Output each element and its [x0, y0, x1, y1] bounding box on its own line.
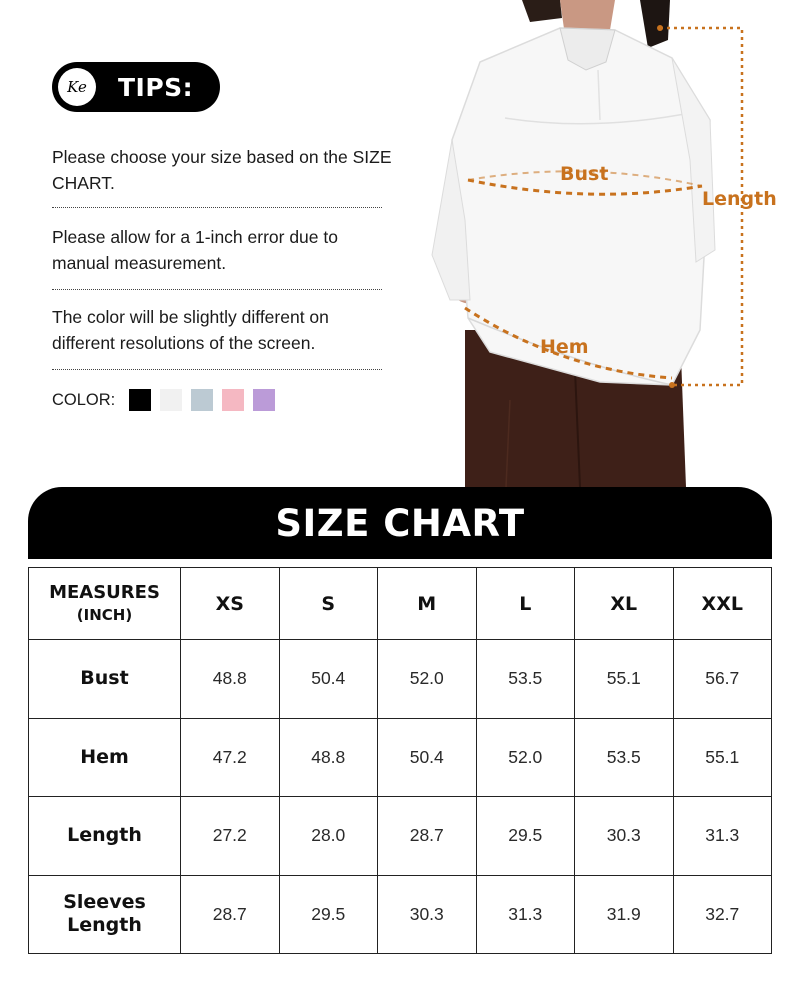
color-label: COLOR: [52, 390, 116, 409]
table-row-sleeves-length [29, 875, 772, 954]
table-cell: 48.8 [181, 640, 280, 719]
table-cell: 55.1 [575, 640, 674, 719]
tip-size-chart: Please choose your size based on the SIZE CHART. [52, 147, 392, 193]
logo-text: Ke [67, 78, 87, 96]
table-cell: 32.7 [673, 875, 772, 954]
table-header-row [29, 568, 772, 640]
brand-logo [58, 68, 96, 106]
table-cell: 28.7 [378, 797, 477, 876]
size-chart-title: SIZE CHART [275, 501, 525, 545]
table-cell: 31.9 [575, 875, 674, 954]
table-cell: 53.5 [476, 640, 575, 719]
table-cell: 53.5 [575, 718, 674, 797]
table-row-length [29, 797, 772, 876]
table-cell: 28.0 [279, 797, 378, 876]
table-cell: 30.3 [575, 797, 674, 876]
divider [52, 289, 382, 290]
table-cell: 31.3 [673, 797, 772, 876]
color-swatch-white[interactable] [160, 389, 182, 411]
size-chart-header [28, 487, 772, 559]
color-swatch-blue[interactable] [191, 389, 213, 411]
color-options [52, 388, 284, 412]
table-cell: 27.2 [181, 797, 280, 876]
divider [52, 207, 382, 208]
tips-heading: TIPS: [118, 72, 194, 102]
size-header-m: M [378, 568, 477, 640]
tip-measurement-error: Please allow for a 1-inch error due to manual measurement. [52, 227, 338, 273]
table-cell: 31.3 [476, 875, 575, 954]
size-header-s: S [279, 568, 378, 640]
measures-header [29, 568, 181, 640]
table-cell: 52.0 [476, 718, 575, 797]
table-cell: 29.5 [476, 797, 575, 876]
hem-label: Hem [540, 336, 589, 358]
size-header-xxl: XXL [673, 568, 772, 640]
size-header-xs: XS [181, 568, 280, 640]
table-cell: 56.7 [673, 640, 772, 719]
table-cell: 47.2 [181, 718, 280, 797]
table-row-hem [29, 718, 772, 797]
color-swatch-purple[interactable] [253, 389, 275, 411]
size-table [28, 567, 772, 954]
table-cell: 48.8 [279, 718, 378, 797]
row-label-length: Length [29, 797, 181, 876]
measures-header-unit: (INCH) [76, 605, 133, 624]
color-swatch-black[interactable] [129, 389, 151, 411]
size-header-l: L [476, 568, 575, 640]
row-label-line: Length [67, 914, 142, 937]
table-cell: 52.0 [378, 640, 477, 719]
measures-header-label: MEASURES [49, 581, 160, 603]
row-label-bust: Bust [29, 640, 181, 719]
table-cell: 29.5 [279, 875, 378, 954]
table-cell: 50.4 [279, 640, 378, 719]
size-header-xl: XL [575, 568, 674, 640]
bust-label: Bust [560, 163, 609, 185]
length-label: Length [702, 188, 777, 210]
model-illustration [410, 0, 800, 487]
tips-badge [52, 62, 220, 112]
row-label-hem: Hem [29, 718, 181, 797]
table-cell: 50.4 [378, 718, 477, 797]
row-label-sleeves-length [29, 875, 181, 954]
table-cell: 28.7 [181, 875, 280, 954]
row-label-line: Sleeves [63, 891, 146, 914]
tip-color-difference: The color will be slightly different on different resolutions of the screen. [52, 307, 329, 353]
model-photo [410, 0, 800, 487]
divider [52, 369, 382, 370]
table-row-bust [29, 640, 772, 719]
table-cell: 30.3 [378, 875, 477, 954]
color-swatch-pink[interactable] [222, 389, 244, 411]
table-cell: 55.1 [673, 718, 772, 797]
